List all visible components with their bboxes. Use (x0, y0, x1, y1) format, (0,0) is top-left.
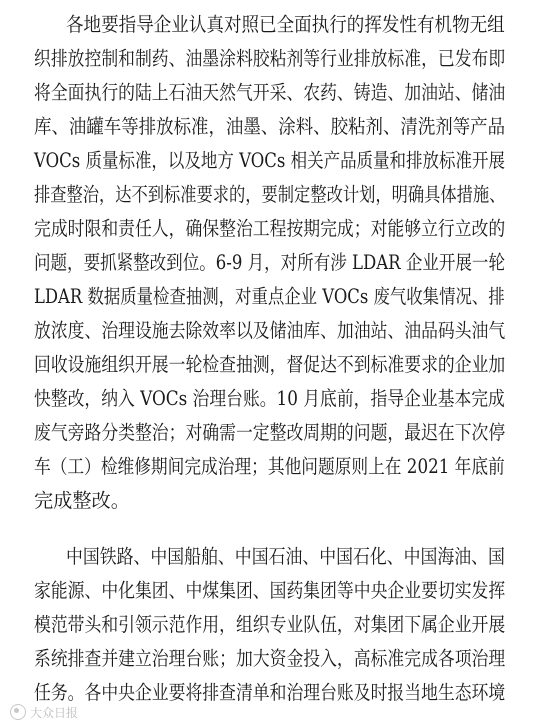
watermark-logo-icon (10, 704, 26, 720)
text-line: 排查整治，达不到标准要求的，要制定整改计划，明确具体措施、 (34, 183, 506, 206)
text-line: 废气旁路分类整治；对确需一定整改周期的问题，最迟在下次停 (34, 421, 506, 444)
text-line: 放浓度、治理设施去除效率以及储油库、加油站、油品码头油气 (34, 319, 506, 342)
text-line: 快整改，纳入 VOCs 治理台账。10 月底前，指导企业基本完成 (34, 387, 505, 410)
text-line: 织排放控制和制药、油墨涂料胶粘剂等行业排放标准，已发布即 (34, 47, 506, 70)
text-line: 家能源、中化集团、中煤集团、国药集团等中央企业要切实发挥 (34, 579, 506, 602)
text-line: 各地要指导企业认真对照已全面执行的挥发性有机物无组 (66, 13, 505, 36)
text-line: 库、油罐车等排放标准，油墨、涂料、胶粘剂、清洗剂等产品 (34, 115, 506, 138)
watermark-text: 大众日报 (30, 705, 79, 720)
text-line: 系统排查并建立治理台账；加大资金投入，高标准完成各项治理 (34, 647, 506, 670)
text-line: 任务。各中央企业要将排查清单和治理台账及时报当地生态环境 (34, 681, 506, 704)
text-line: 回收设施组织开展一轮检查抽测，督促达不到标准要求的企业加 (34, 353, 506, 376)
text-line: 将全面执行的陆上石油天然气开采、农药、铸造、加油站、储油 (34, 81, 506, 104)
text-line: 问题，要抓紧整改到位。6-9 月，对所有涉 LDAR 企业开展一轮 (34, 251, 505, 274)
watermark (10, 701, 78, 723)
text-line: VOCs 质量标准，以及地方 VOCs 相关产品质量和排放标准开展 (34, 149, 505, 172)
text-line: LDAR 数据质量检查抽测，对重点企业 VOCs 废气收集情况、排 (34, 285, 505, 308)
text-line: 完成时限和责任人，确保整治工程按期完成；对能够立行立改的 (34, 217, 506, 240)
text-line: 完成整改。 (34, 489, 130, 512)
text-line: 模范带头和引领示范作用，组织专业队伍，对集团下属企业开展 (34, 613, 506, 636)
text-line: 中国铁路、中国船舶、中国石油、中国石化、中国海油、国 (66, 545, 505, 568)
text-line: 车（工）检维修期间完成治理；其他问题原则上在 2021 年底前 (34, 455, 505, 478)
